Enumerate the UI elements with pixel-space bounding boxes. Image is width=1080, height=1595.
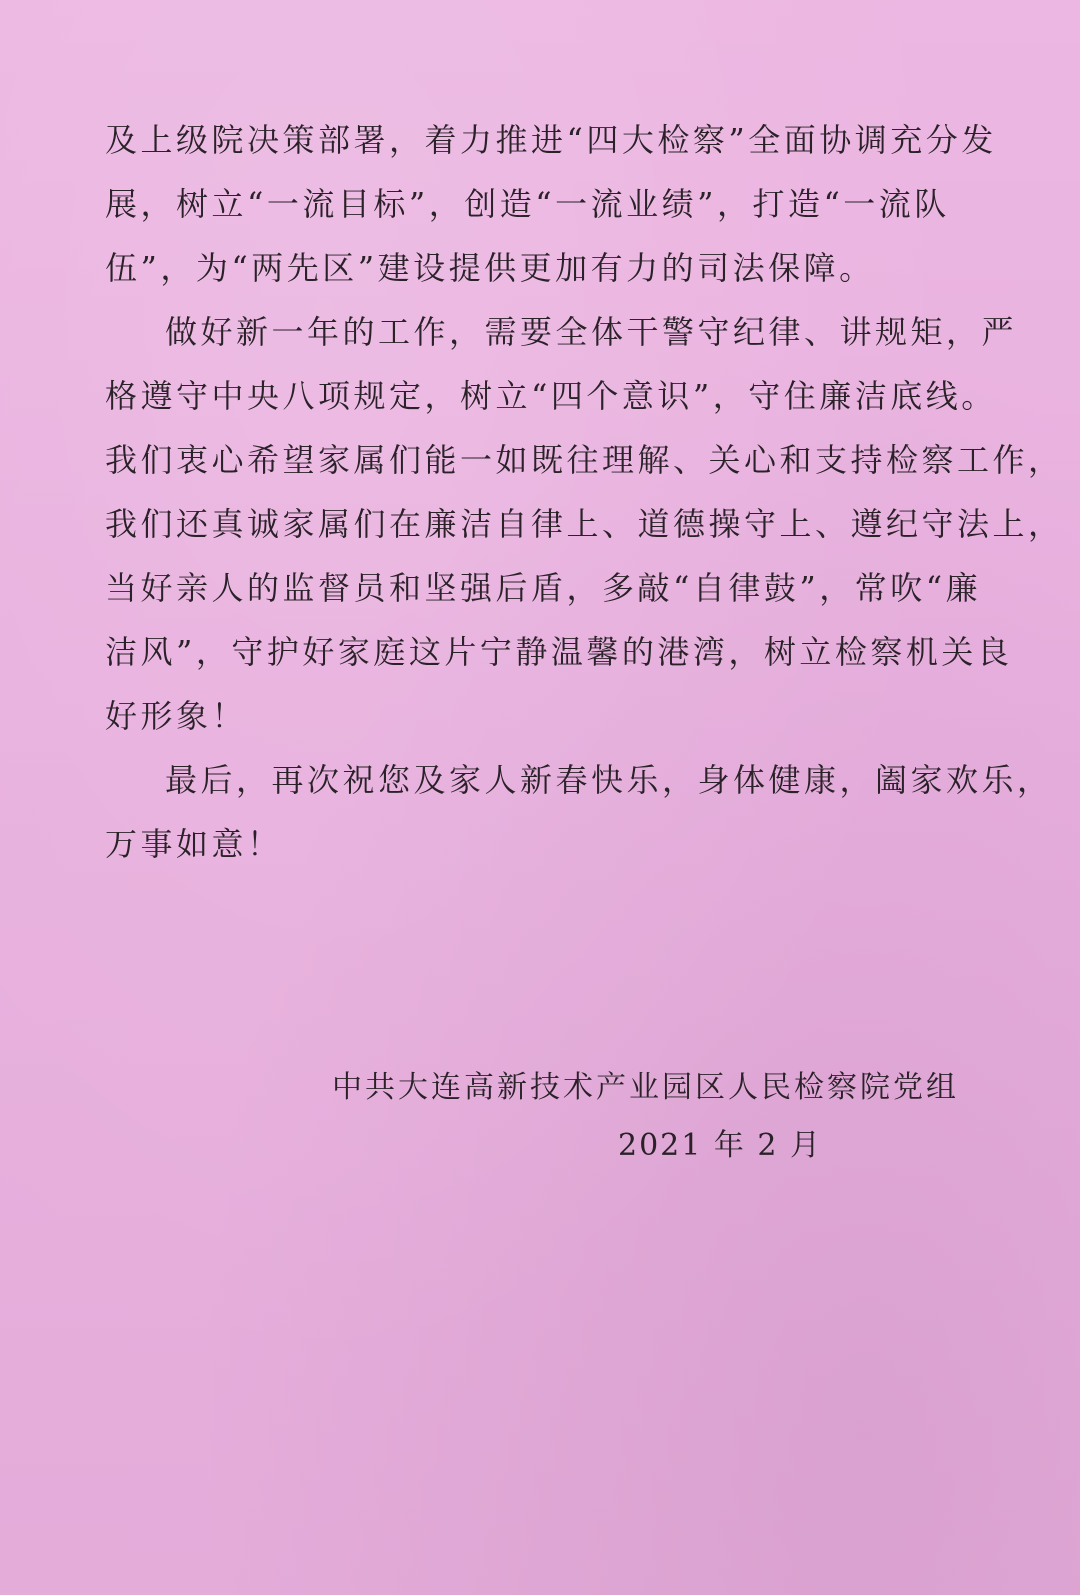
text-line: 做好新一年的工作，需要全体干警守纪律、讲规矩，严 — [165, 313, 1018, 351]
text-line: 好形象！ — [105, 697, 248, 735]
text-line: 最后，再次祝您及家人新春快乐，身体健康，阖家欢乐， — [165, 761, 1053, 799]
text-line: 洁风”，守护好家庭这片宁静温馨的港湾，树立检察机关良 — [105, 633, 1013, 671]
text-line: 万事如意！ — [105, 825, 283, 863]
text-line: 当好亲人的监督员和坚强后盾，多敲“自律鼓”，常吹“廉 — [105, 569, 982, 607]
text-line: 伍”，为“两先区”建设提供更加有力的司法保障。 — [105, 249, 875, 287]
text-line: 我们衷心希望家属们能一如既往理解、关心和支持检察工作， — [105, 441, 1064, 479]
text-line: 及上级院决策部署，着力推进“四大检察”全面协调充分发 — [105, 121, 997, 159]
text-line: 展，树立“一流目标”，创造“一流业绩”，打造“一流队 — [105, 185, 950, 223]
paragraph-2 — [105, 300, 1064, 748]
text-line: 我们还真诚家属们在廉洁自律上、道德操守上、遵纪守法上， — [105, 505, 1064, 543]
text-line: 格遵守中央八项规定，树立“四个意识”，守住廉洁底线。 — [105, 377, 997, 415]
letter-date: 2021 年 2 月 — [618, 1128, 823, 1163]
paragraph-1 — [105, 108, 997, 300]
letter-body — [105, 108, 1064, 876]
paragraph-3 — [105, 748, 1053, 876]
signature: 中共大连高新技术产业园区人民检察院党组 — [332, 1070, 959, 1105]
